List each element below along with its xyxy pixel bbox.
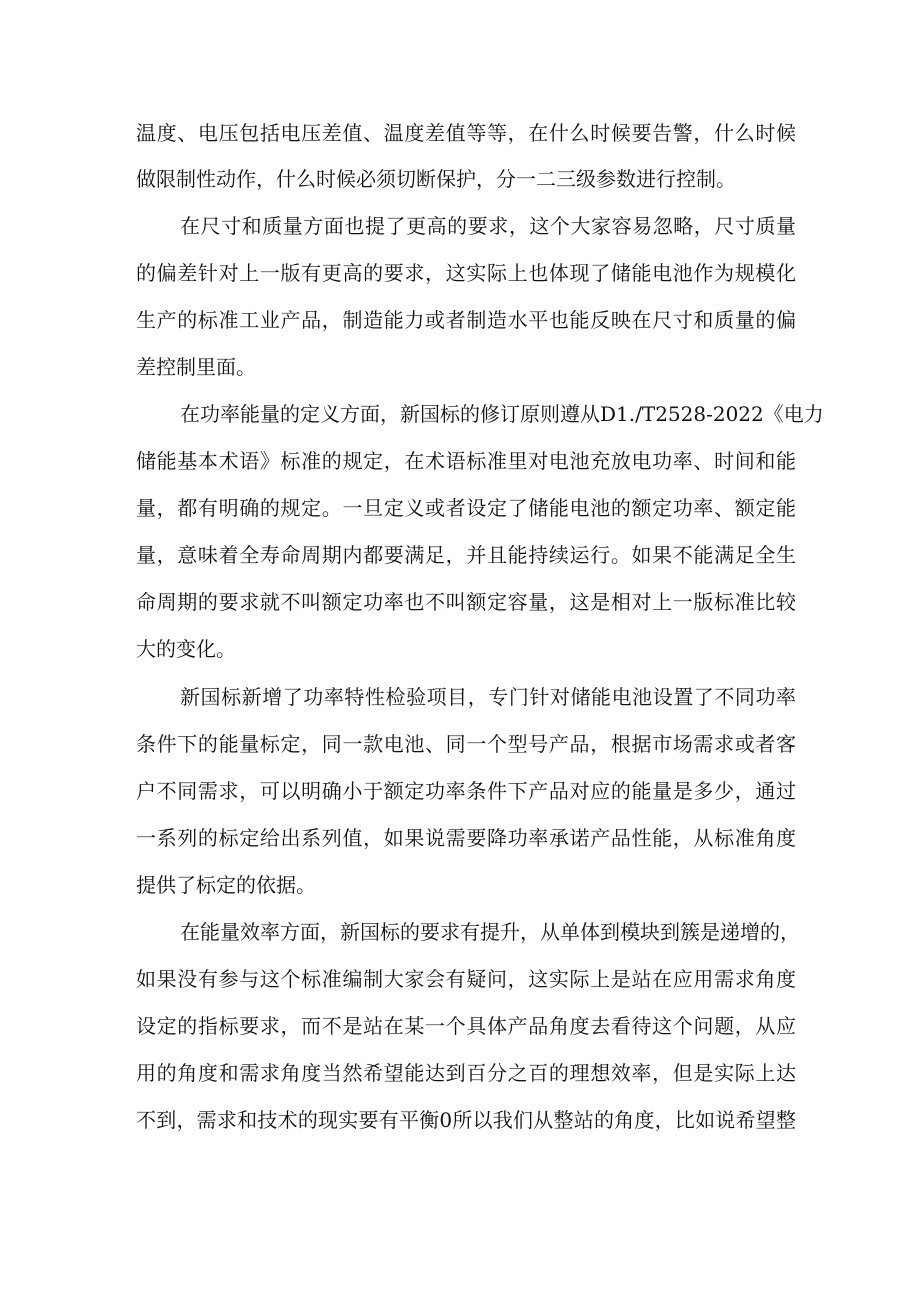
paragraph-4-line-3: 户不同需求，可以明确小于额定功率条件下产品对应的能量是多少，通过: [136, 779, 796, 803]
paragraph-3-line-4: 量，意味着全寿命周期内都要满足，并且能持续运行。如果不能满足全生: [136, 543, 796, 567]
paragraph-3-line-2: 储能基本术语》标准的规定，在术语标准里对电池充放电功率、时间和能: [136, 449, 796, 473]
paragraph-3-line-3: 量，都有明确的规定。一旦定义或者设定了储能电池的额定功率、额定能: [136, 496, 796, 520]
paragraph-5-line-2: 如果没有参与这个标准编制大家会有疑问，这实际上是站在应用需求角度: [136, 967, 796, 991]
paragraph-4-line-2: 条件下的能量标定，同一款电池、同一个型号产品，根据市场需求或者客: [136, 732, 796, 756]
paragraph-2-line-1: 在尺寸和质量方面也提了更高的要求，这个大家容易忽略，尺寸质量: [180, 214, 796, 238]
paragraph-5-line-5: 不到，需求和技术的现实要有平衡0所以我们从整站的角度，比如说希望整: [136, 1108, 796, 1132]
paragraph-4-line-4: 一系列的标定给出系列值，如果说需要降功率承诺产品性能，从标准角度: [136, 826, 796, 850]
paragraph-2-line-4: 差控制里面。: [136, 355, 256, 379]
paragraph-3-line-5: 命周期的要求就不叫额定功率也不叫额定容量，这是相对上一版标准比较: [136, 590, 796, 614]
paragraph-2-line-3: 生产的标准工业产品，制造能力或者制造水平也能反映在尺寸和质量的偏: [136, 308, 796, 332]
paragraph-4-line-1: 新国标新增了功率特性检验项目，专门针对储能电池设置了不同功率: [180, 685, 796, 709]
paragraph-3-line-1: 在功率能量的定义方面，新国标的修订原则遵从D1./T2528-2022《电力: [180, 402, 824, 426]
paragraph-4-line-5: 提供了标定的依据。: [136, 873, 316, 897]
paragraph-5-line-4: 用的角度和需求角度当然希望能达到百分之百的理想效率，但是实际上达: [136, 1061, 796, 1085]
paragraph-3-line-6: 大的变化。: [136, 637, 236, 661]
paragraph-1-line-2: 做限制性动作，什么时候必须切断保护，分一二三级参数进行控制。: [136, 167, 736, 191]
paragraph-1-line-1: 温度、电压包括电压差值、温度差值等等，在什么时候要告警，什么时候: [136, 121, 796, 145]
paragraph-2-line-2: 的偏差针对上一版有更高的要求，这实际上也体现了储能电池作为规模化: [136, 261, 796, 285]
paragraph-5-line-1: 在能量效率方面，新国标的要求有提升，从单体到模块到簇是递增的，: [180, 920, 800, 944]
paragraph-5-line-3: 设定的指标要求，而不是站在某一个具体产品角度去看待这个问题，从应: [136, 1014, 796, 1038]
